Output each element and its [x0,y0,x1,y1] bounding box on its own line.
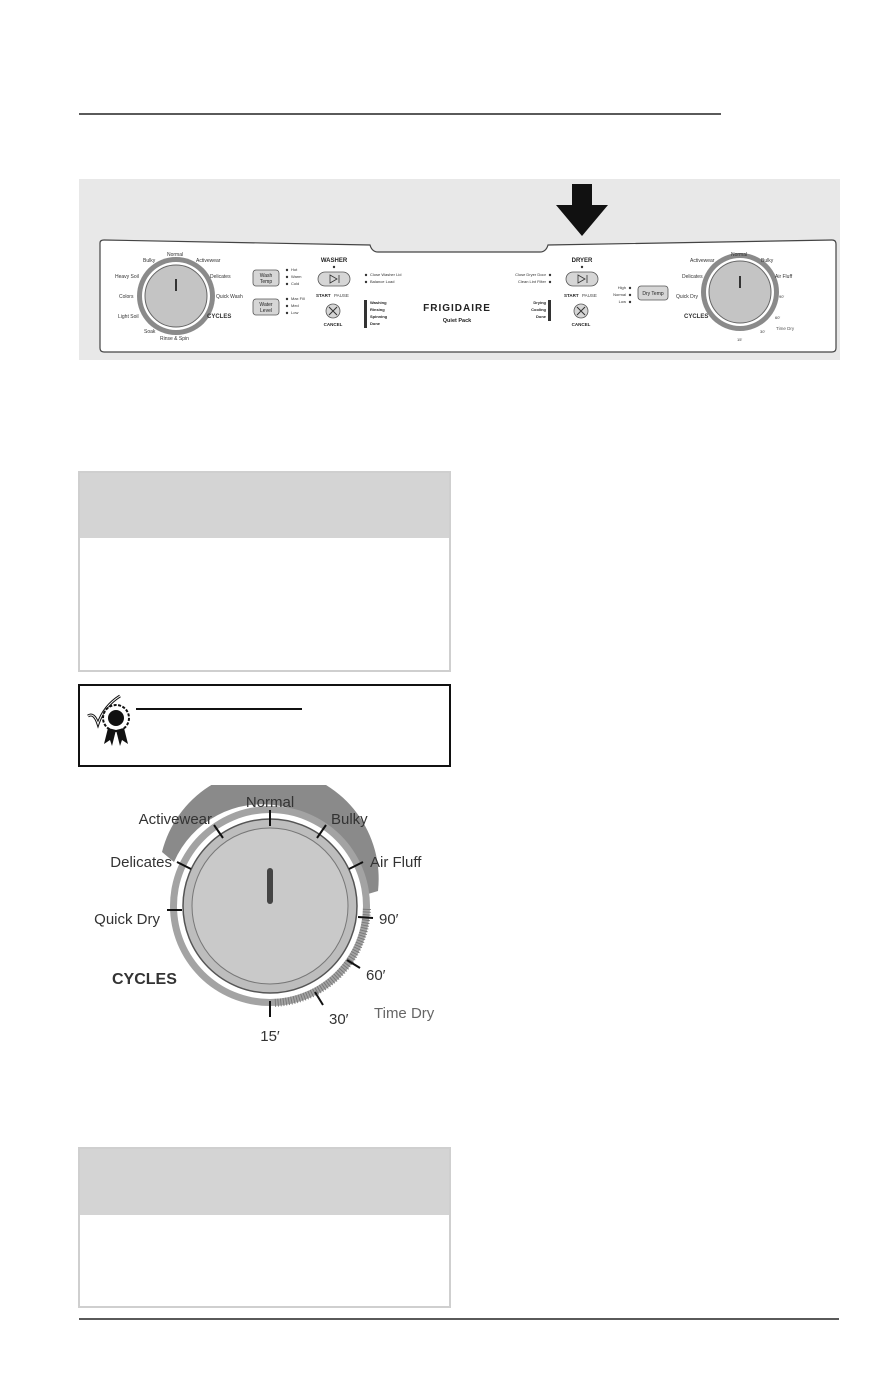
washer-status-washing: Washing [370,300,387,305]
dryer-cancel-label: CANCEL [571,322,591,327]
dryer-status-drying: Drying [533,300,546,305]
dryer-time-90: 90' [779,294,785,299]
control-panel-illustration [0,0,889,400]
tick-90 [358,917,373,918]
dryer-time-15: 15' [737,337,743,342]
dryer-cycle-dial[interactable] [701,253,779,331]
wash-temp-button[interactable] [253,270,279,286]
dryer-time-30: 30' [760,329,766,334]
water-level-button[interactable] [253,299,279,315]
large-cycle-quick-dry: Quick Dry [94,911,160,928]
time-dry-hatch [363,912,371,913]
close-dryer-door-indicator: Close Dryer Door [515,272,546,277]
dryer-cycle-delicates: Delicates [682,274,703,280]
info-box-header [80,473,449,538]
washer-cancel-button[interactable] [326,304,340,318]
dryer-title: DRYER [571,258,593,264]
dryer-start-pause-button[interactable] [566,272,598,286]
large-time-15: 15′ [260,1028,280,1045]
washer-status-spinning: Spinning [370,314,388,319]
svg-text:Temp: Temp [259,279,273,285]
dryer-time-dry-label: Time Dry [776,326,795,331]
svg-text:Wash: Wash [259,273,273,279]
washer-start-label: START [316,293,331,298]
dry-temp-button[interactable] [638,286,668,300]
water-level-med: Med [291,303,299,308]
dryer-cycle-quick-dry: Quick Dry [676,294,698,300]
washer-cycle-quick-wash: Quick Wash [216,294,243,300]
dryer-cycle-activewear: Activewear [690,258,715,264]
washer-cycle-light-soil: Light Soil [118,314,139,320]
wash-temp-cold: Cold [291,281,300,286]
dry-temp-low: Low [618,299,626,304]
tip-box [78,684,451,767]
washer-cycle-dial[interactable] [137,257,215,335]
dryer-status-done: Done [536,314,546,319]
info-box [78,471,451,672]
model-name: Quiet Pack [442,318,472,324]
washer-pause-label: PAUSE [334,293,349,298]
dryer-cancel-button[interactable] [574,304,588,318]
svg-text:Level: Level [260,308,272,314]
large-cycle-delicates: Delicates [110,854,172,871]
clean-lint-filter-indicator: Clean Lint Filter [517,279,546,284]
washer-cycle-soak: Soak [144,329,156,335]
washer-cancel-label: CANCEL [323,322,343,327]
svg-text:Water: Water [259,302,273,308]
water-level-low: Low [291,310,299,315]
dry-temp-high: High [617,285,626,290]
info-box-2-header [80,1149,449,1215]
dryer-cycle-air-fluff: Air Fluff [775,274,793,280]
large-time-90: 90′ [379,911,399,928]
washer-title: WASHER [320,258,348,264]
washer-status-rinsing: Rinsing [370,307,385,312]
washer-cycle-rinse-spin: Rinse & Spin [160,336,189,342]
dryer-pause-label: PAUSE [582,293,597,298]
washer-cycle-bulky: Bulky [143,258,156,264]
large-cycle-bulky: Bulky [331,811,368,828]
water-level-max-fill: Max Fill [291,296,305,301]
large-cycle-air-fluff: Air Fluff [370,854,422,871]
washer-dial-label: CYCLES [207,314,232,320]
dryer-time-60: 60' [775,315,781,320]
washer-cycle-colors: Colors [119,294,134,300]
award-ribbon-icon [86,692,146,756]
washer-cycle-heavy-soil: Heavy Soil [115,274,139,280]
tick-30 [315,992,323,1005]
washer-start-pause-button[interactable] [318,272,350,286]
washer-status-done: Done [370,321,380,326]
pointer-arrow-icon [556,184,608,236]
close-washer-lid-indicator: Close Washer Lid [370,272,402,277]
large-cycle-normal: Normal [245,794,295,811]
balance-load-indicator: Balance Load [370,279,395,284]
wash-temp-hot: Hot [291,267,298,272]
info-box-2 [78,1147,451,1308]
washer-cycle-normal: Normal [167,252,184,258]
washer-cycle-activewear: Activewear [196,258,221,264]
dryer-status-cooling: Cooling [531,307,546,312]
brand-logo: FRIGIDAIRE [423,303,491,314]
dry-temp-normal: Normal [613,292,626,297]
large-time-dry-label: Time Dry [374,1005,435,1022]
bottom-rule [79,1318,839,1320]
dryer-dial-label: CYCLES [684,314,709,320]
wash-temp-warm: Warm [291,274,302,279]
dryer-cycle-normal: Normal [731,252,748,258]
dryer-cycle-bulky: Bulky [761,258,774,264]
washer-cycle-delicates: Delicates [210,274,231,280]
large-dryer-dial-illustration [70,785,450,1050]
dryer-start-label: START [564,293,579,298]
large-time-30: 30′ [329,1011,349,1028]
large-time-60: 60′ [366,967,386,984]
large-dial-label: CYCLES [112,971,177,988]
svg-text:Dry Temp: Dry Temp [642,291,664,297]
tip-underline [136,708,302,710]
large-cycle-activewear: Activewear [138,811,212,828]
